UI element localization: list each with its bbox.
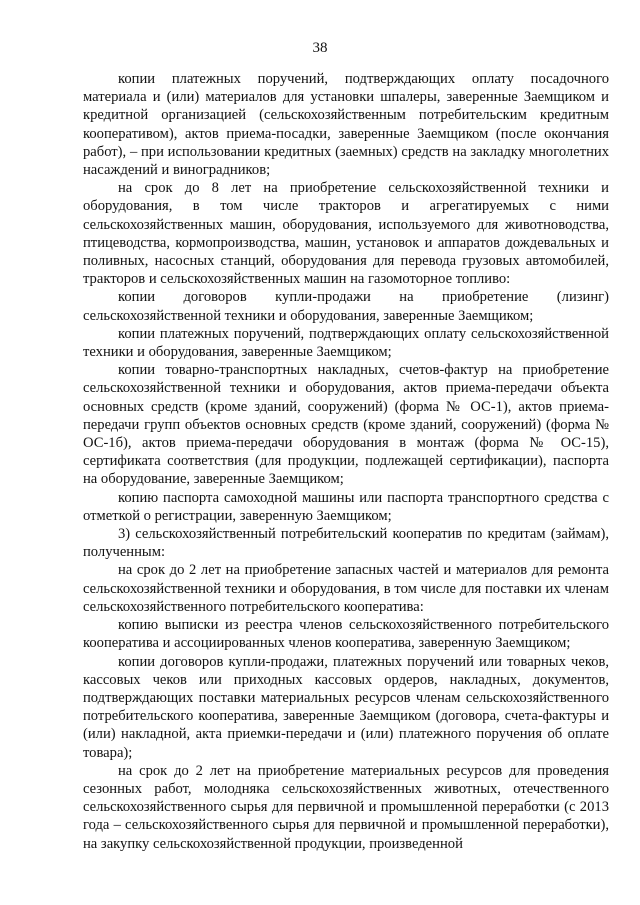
paragraph: копию паспорта самоходной машины или паспорта транспортного средства с отметкой о регистрации, заверенную Заемщиком; <box>83 489 609 524</box>
paragraph: копии товарно-транспортных накладных, счетов-фактур на приобретение сельскохозяйственной техники и оборудования, актов приема-передачи объекта основных средств (кроме зданий, сооружений) (форма № ОС-1), актов приема-передачи групп объектов основных средств (кроме зданий, сооружений) (форма № ОС-1б), актов приема-передачи оборудования в монтаж (форма № ОС-15), сертификата соответствия (для продукции, подлежащей сертификации), паспорта на оборудование, заверенные Заемщиком; <box>83 362 609 488</box>
page-number: 38 <box>312 40 328 56</box>
paragraph: копии договоров купли-продажи, платежных поручений или товарных чеков, кассовых чеков или приходных кассовых ордеров, накладных, документов, подтверждающих поставки материальных ресурсов членам сельскохозяйственного потребительского кооператива, заверенные Заемщиком (договора, счета-фактуры и (или) накладной, акта приемки-передачи и (или) платежного поручения об оплате товара); <box>83 653 609 761</box>
paragraph: 3) сельскохозяйственный потребительский кооператив по кредитам (займам), полученным: <box>83 526 609 561</box>
document-body <box>83 70 609 853</box>
paragraph: на срок до 2 лет на приобретение запасных частей и материалов для ремонта сельскохозяйственной техники и оборудования, в том числе для поставки их членам сельскохозяйственного потребительского кооператива: <box>83 562 609 615</box>
paragraph: копии платежных поручений, подтверждающих оплату посадочного материала и (или) материалов для установки шпалеры, заверенные Заемщиком и кредитной организацией (сельскохозяйственным потребительским кредитным кооперативом), актов приема-посадки, заверенные Заемщиком (после окончания работ), – при использовании кредитных (заемных) средств на закладку многолетних насаждений и виноградников; <box>83 71 609 179</box>
paragraph: копию выписки из реестра членов сельскохозяйственного потребительского кооператива и ассоциированных членов кооператива, заверенную Заемщиком; <box>83 617 609 652</box>
paragraph: копии договоров купли-продажи на приобретение (лизинг) сельскохозяйственной техники и оборудования, заверенные Заемщиком; <box>83 289 609 324</box>
paragraph: копии платежных поручений, подтверждающих оплату сельскохозяйственной техники и оборудования, заверенные Заемщиком; <box>83 325 609 361</box>
paragraph: на срок до 2 лет на приобретение материальных ресурсов для проведения сезонных работ, молодняка сельскохозяйственных животных, отечественного сельскохозяйственного сырья для первичной и промышленной переработки (с 2013 года – сельскохозяйственного сырья для первичной и промышленной переработки), на закупку сельскохозяйственной продукции, произведенной <box>83 762 609 852</box>
paragraph: на срок до 8 лет на приобретение сельскохозяйственной техники и оборудования, в том числе тракторов и агрегатируемых с ними сельскохозяйственных машин, оборудования, используемого для животноводства, птицеводства, кормопроизводства, машин, установок и аппаратов дождевальных и поливных, насосных станций, оборудования для перевода грузовых автомобилей, тракторов и сельскохозяйственных машин на газомоторное топливо: <box>83 180 609 288</box>
